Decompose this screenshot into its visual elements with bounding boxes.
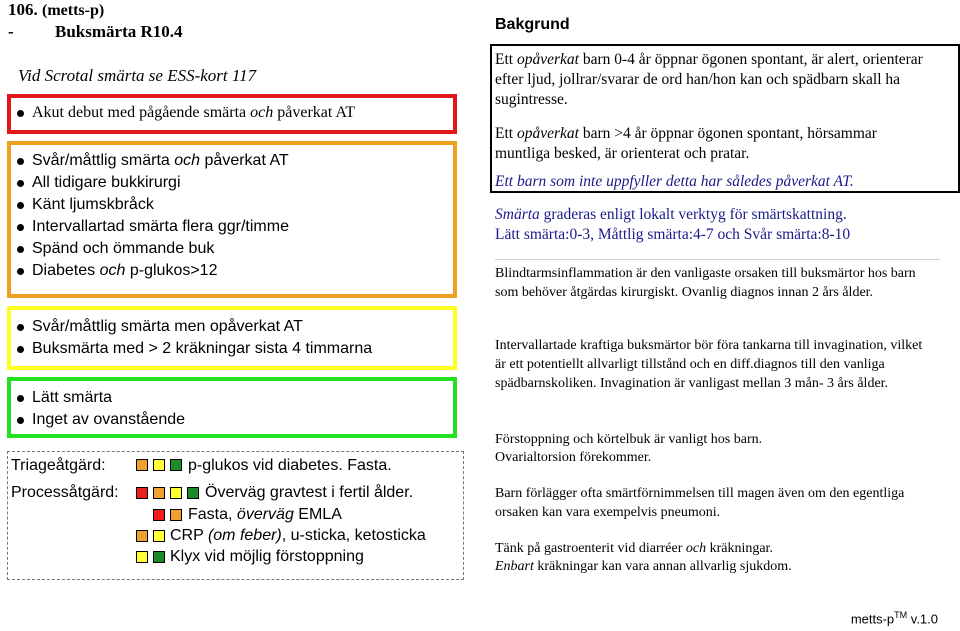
- red-list: [16, 102, 355, 124]
- yellow-list: [16, 316, 372, 360]
- footer-version: metts-p™ v.1.0: [850, 610, 938, 627]
- divider: [495, 259, 940, 260]
- list-item: Akut debut med pågående smärta och påverkat AT: [16, 102, 355, 124]
- orange-list: [16, 150, 289, 282]
- pain-grading: Smärta graderas enligt lokalt verktyg för smärtskattning.: [495, 206, 847, 223]
- orange-square-icon: [136, 459, 148, 471]
- background-p1: Ett opåverkat barn 0-4 år öppnar ögonen spontant, är alert, orienterar efter ljud, jollrar/svarar de ord han/hon kan och spädbarn skall ha sugintresse.: [495, 51, 923, 108]
- yellow-square-icon: [153, 530, 165, 542]
- list-item: Inget av ovanstående: [16, 409, 185, 431]
- process-item-crp: CRP (om feber), u-sticka, ketosticka: [170, 527, 426, 544]
- note-vomiting: Enbart kräkningar kan vara annan allvarlig sjukdom.: [495, 559, 792, 574]
- list-item: Spänd och ömmande buk: [16, 238, 289, 260]
- list-item: Svår/måttlig smärta men opåverkat AT: [16, 316, 372, 338]
- background-p2: Ett opåverkat barn >4 år öppnar ögonen spontant, hörsammar muntliga besked, är orienterat och pratar.: [495, 125, 877, 162]
- triage-text: p-glukos vid diabetes. Fasta.: [188, 457, 392, 474]
- list-item: All tidigare bukkirurgi: [16, 172, 289, 194]
- list-item: Intervallartad smärta flera ggr/timme: [16, 216, 289, 238]
- background-p3: Ett barn som inte uppfyller detta har således påverkat AT.: [495, 173, 854, 190]
- process-item-klyx: Klyx vid möjlig förstoppning: [170, 548, 364, 565]
- green-square-icon: [153, 551, 165, 563]
- red-square-icon: [136, 487, 148, 499]
- card-number: 106. (metts-p): [8, 0, 105, 19]
- note-gastroenteritis: Tänk på gastroenterit vid diarréer och kräkningar.: [495, 541, 773, 556]
- process-item-fasta: Fasta, överväg EMLA: [188, 506, 342, 523]
- green-square-icon: [187, 487, 199, 499]
- list-item: Diabetes och p-glukos>12: [16, 260, 289, 282]
- dash: -: [8, 22, 14, 41]
- yellow-square-icon: [153, 459, 165, 471]
- scrotal-reference: Vid Scrotal smärta se ESS-kort 117: [18, 66, 257, 85]
- green-list: [16, 387, 185, 431]
- note-appendicitis: Blindtarmsinflammation är den vanligaste orsaken till buksmärtor hos barn som behöver åtgärdas kirurgiskt. Ovanlig diagnos innan 2 års ålder.: [495, 266, 916, 300]
- orange-square-icon: [153, 487, 165, 499]
- green-square-icon: [170, 459, 182, 471]
- card-subtitle: Buksmärta R10.4: [55, 22, 183, 41]
- note-invagination: Intervallartade kraftiga buksmärtor bör föra tankarna till invagination, vilket är ett potentiellt allvarligt tillstånd och en diff.diagnos till den vanliga spädbarnskoliken. Invagination är vanligast mellan 3 mån- 3 års ålder.: [495, 338, 923, 391]
- list-item: Svår/måttlig smärta och påverkat AT: [16, 150, 289, 172]
- yellow-square-icon: [170, 487, 182, 499]
- note-constipation: Förstoppning och körtelbuk är vanligt hos barn.: [495, 432, 763, 447]
- list-item: Känt ljumskbråck: [16, 194, 289, 216]
- list-item: Lätt smärta: [16, 387, 185, 409]
- note-ovarian: Ovarialtorsion förekommer.: [495, 450, 652, 465]
- triage-label: Triageåtgärd:: [11, 457, 106, 474]
- process-item-gravtest: Överväg gravtest i fertil ålder.: [205, 484, 414, 501]
- list-item: Buksmärta med > 2 kräkningar sista 4 timmarna: [16, 338, 372, 360]
- red-square-icon: [153, 509, 165, 521]
- note-pneumonia: Barn förlägger ofta smärtförnimmelsen till magen även om den egentliga orsaken kan vara exempelvis pneumoni.: [495, 486, 905, 520]
- background-heading: Bakgrund: [495, 16, 570, 33]
- yellow-square-icon: [136, 551, 148, 563]
- pain-scale: Lätt smärta:0-3, Måttlig smärta:4-7 och Svår smärta:8-10: [495, 226, 851, 243]
- orange-square-icon: [170, 509, 182, 521]
- orange-square-icon: [136, 530, 148, 542]
- process-label: Processåtgärd:: [11, 484, 119, 501]
